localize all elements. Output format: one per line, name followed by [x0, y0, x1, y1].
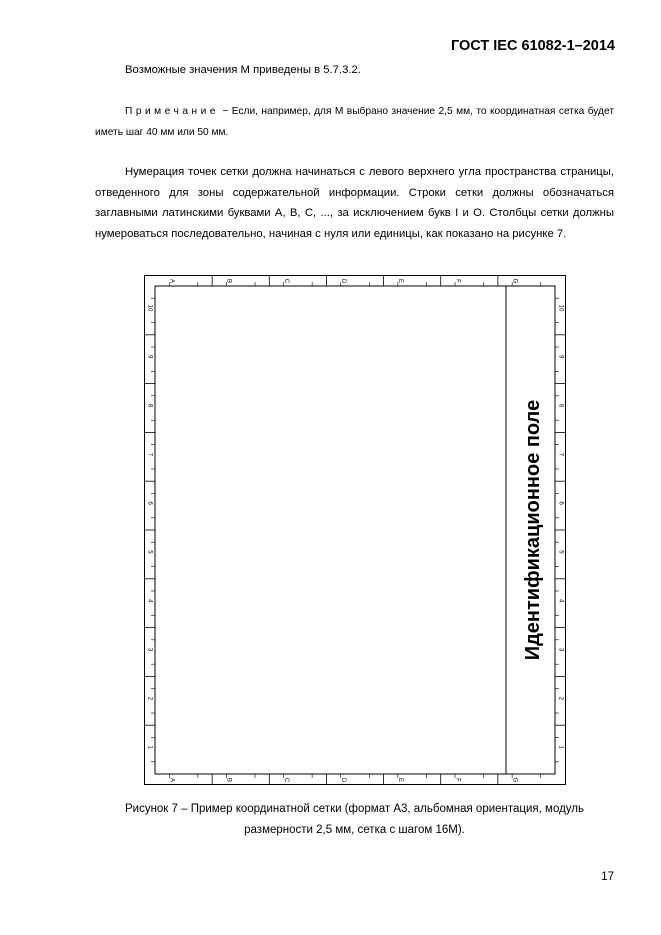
row-number-right: 4: [557, 599, 564, 603]
note-text: − Если, например, для М выбрано значение 2,5 мм, то координатная сетка будет иметь шаг 40 мм или 50 мм.: [95, 106, 614, 138]
note-paragraph: [95, 101, 614, 143]
paragraph-m-values: Возможные значения М приведены в 5.7.3.2.: [125, 64, 361, 76]
row-number-right: 1: [557, 745, 564, 749]
column-letter-top: B: [225, 278, 232, 284]
row-number-right: 5: [557, 550, 564, 554]
row-number-left: 2: [146, 696, 153, 701]
row-number-right: 2: [557, 696, 564, 701]
column-letter-bottom: D: [339, 777, 346, 783]
inner-frame: [155, 286, 555, 774]
column-letter-top: F: [454, 279, 461, 283]
outer-frame: [145, 276, 566, 785]
note-label: Примечание: [125, 106, 219, 117]
column-letter-bottom: B: [225, 777, 232, 783]
grid-marks: [144, 275, 566, 785]
column-letter-top: E: [397, 278, 404, 284]
row-number-left: 3: [146, 647, 153, 652]
row-number-left: 1: [146, 745, 153, 749]
document-header-title: ГОСТ IEC 61082-1–2014: [450, 38, 615, 54]
column-letter-top: D: [339, 278, 346, 284]
column-letter-bottom: E: [397, 777, 404, 783]
row-number-right: 9: [557, 355, 564, 359]
grid-frame-drawing: [144, 275, 566, 785]
row-number-left: 6: [146, 501, 153, 505]
column-letter-top: A: [168, 278, 175, 284]
caption-line-2: размерности 2,5 мм, сетка с шагом 16М).: [244, 824, 465, 836]
column-letter-top: G: [511, 278, 518, 284]
row-number-left: 10: [146, 304, 153, 312]
column-letter-top: C: [282, 278, 289, 284]
coordinate-grid-figure: [144, 275, 566, 785]
row-number-left: 8: [146, 403, 153, 408]
row-number-left: 4: [146, 599, 153, 603]
row-number-right: 6: [557, 501, 564, 505]
figure-caption: [95, 799, 614, 841]
row-number-left: 7: [146, 452, 153, 457]
identification-field-label: Идентификационное поле: [522, 399, 544, 661]
row-number-left: 5: [146, 550, 153, 554]
row-number-right: 8: [557, 403, 564, 408]
paragraph-grid-numbering: Нумерация точек сетки должна начинаться с левого верхнего угла пространства страницы, отведенного для зоны содержательной информации. Строки сетки должны обозначаться заглавными латинскими буквами A, B, C, ..., за исключением букв I и O. Столбцы сетки должны нумероваться последовательно, начиная с нуля или единицы, как показано на рисунке 7.: [95, 166, 614, 240]
column-letter-bottom: C: [282, 777, 289, 783]
row-number-left: 9: [146, 355, 153, 359]
column-letter-bottom: F: [454, 778, 461, 782]
column-letter-bottom: A: [168, 777, 175, 783]
row-number-right: 10: [557, 304, 564, 312]
caption-line-1: Рисунок 7 – Пример координатной сетки (формат А3, альбомная ориентация, модуль: [124, 803, 585, 815]
row-number-right: 7: [557, 452, 564, 457]
column-letter-bottom: G: [511, 777, 518, 783]
page-number: 17: [601, 871, 614, 883]
row-number-right: 3: [557, 647, 564, 652]
